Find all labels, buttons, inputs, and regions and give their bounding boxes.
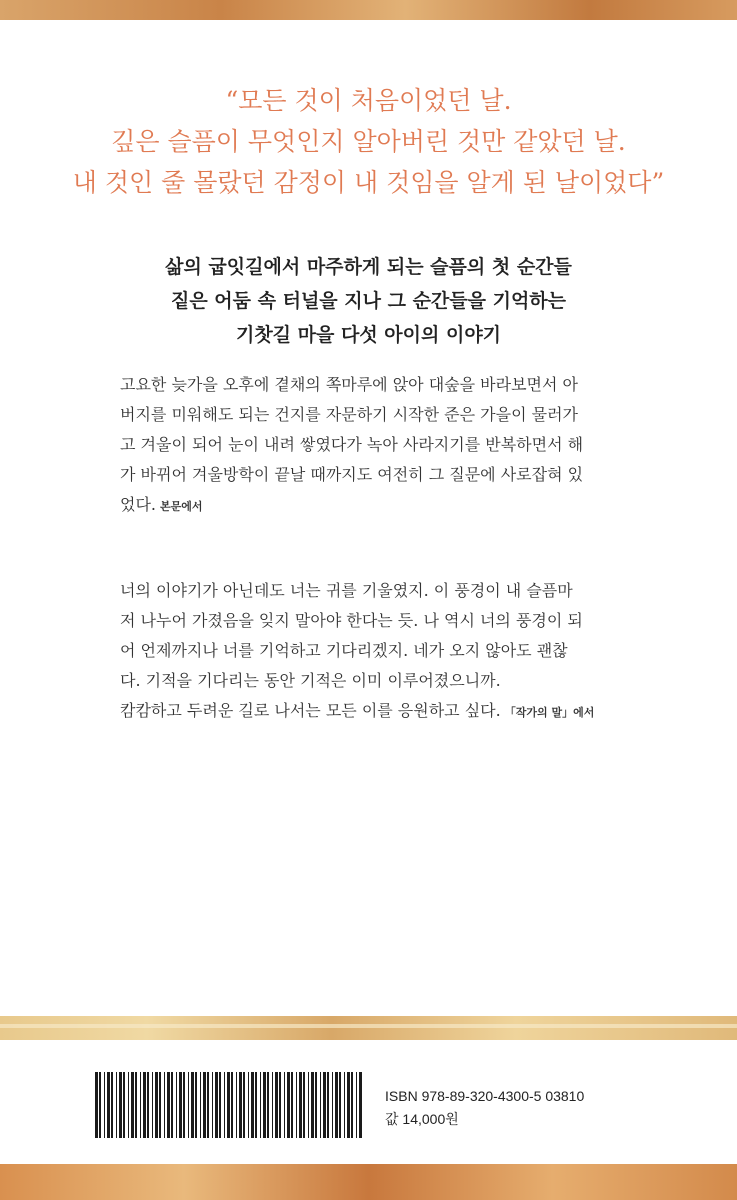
excerpt-line: 버지를 미워해도 되는 건지를 자문하기 시작한 준은 가을이 물러가 <box>120 405 579 424</box>
note-text: 캄캄하고 두려운 길로 나서는 모든 이를 응원하고 싶다. <box>120 701 501 720</box>
pull-quote <box>0 80 737 203</box>
excerpt-body <box>120 370 620 522</box>
excerpt-line-last <box>120 490 620 522</box>
note-line: 다. 기적을 기다리는 동안 기적은 이미 이루어졌으니까. <box>120 671 501 690</box>
excerpt-line: 가 바뀌어 겨울방학이 끝날 때까지도 여전히 그 질문에 사로잡혀 있 <box>120 465 584 484</box>
note-line: 너의 이야기가 아닌데도 너는 귀를 기울였지. 이 풍경이 내 슬픔마 <box>120 581 573 600</box>
note-source: 「작가의 말」에서 <box>504 706 595 719</box>
top-decorative-band <box>0 0 737 20</box>
note-line: 어 언제까지나 너를 기억하고 기다리겠지. 네가 오지 않아도 괜찮 <box>120 641 568 660</box>
quote-line: 내 것인 줄 몰랐던 감정이 내 것임을 알게 된 날이었다” <box>72 168 665 197</box>
note-line: 저 나누어 가졌음을 잊지 말아야 한다는 듯. 나 역시 너의 풍경이 되 <box>120 611 583 630</box>
intro-line: 짙은 어둠 속 터널을 지나 그 순간들을 기억하는 <box>170 290 567 312</box>
bottom-decorative-band <box>0 1164 737 1200</box>
middle-decorative-band <box>0 1016 737 1040</box>
intro-blurb <box>0 250 737 352</box>
excerpt-line: 고 겨울이 되어 눈이 내려 쌓였다가 녹아 사라지기를 반복하면서 해 <box>120 435 584 454</box>
barcode <box>93 1072 367 1138</box>
author-note <box>120 576 620 728</box>
note-line-last <box>120 696 620 728</box>
quote-line: “모든 것이 처음이었던 날. <box>225 86 512 115</box>
intro-line: 삶의 굽잇길에서 마주하게 되는 슬픔의 첫 순간들 <box>165 256 572 278</box>
excerpt-source: 본문에서 <box>160 500 203 513</box>
excerpt-line: 고요한 늦가을 오후에 곁채의 쪽마루에 앉아 대숲을 바라보면서 아 <box>120 375 579 394</box>
quote-line: 깊은 슬픔이 무엇인지 알아버린 것만 같았던 날. <box>111 127 626 156</box>
excerpt-text: 었다. <box>120 495 156 514</box>
intro-line: 기찻길 마을 다섯 아이의 이야기 <box>235 324 502 346</box>
price-text: 값 14,000원 <box>385 1111 459 1127</box>
isbn-text: ISBN 978-89-320-4300-5 03810 <box>385 1088 585 1104</box>
